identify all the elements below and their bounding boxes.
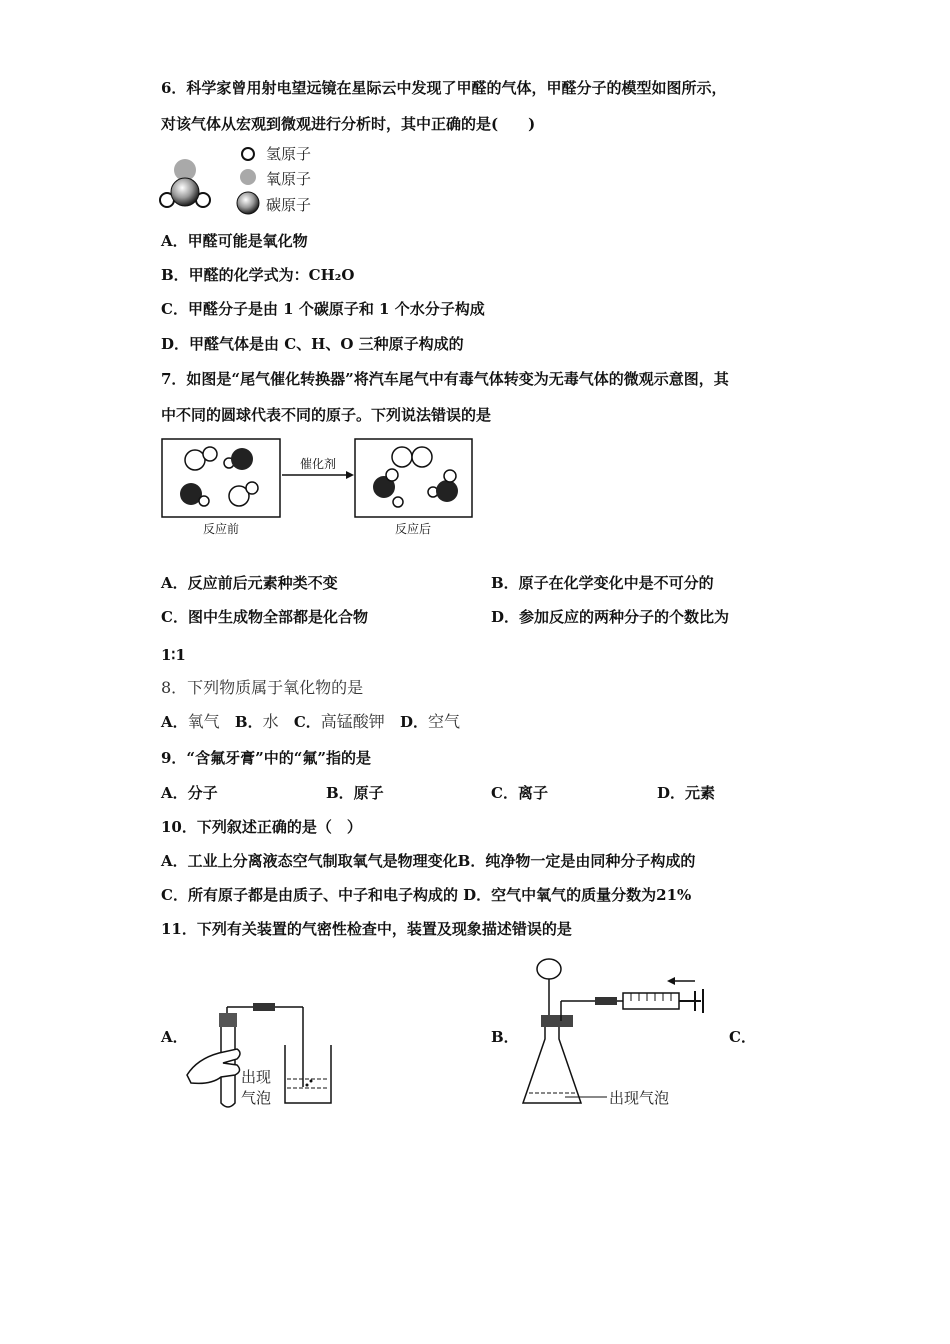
white-atom-icon [203,447,217,461]
q7-option-c: C．图中生成物全部都是化合物 [161,608,368,626]
q11-option-a: A． [161,1028,188,1046]
legend-oxygen-icon [240,169,256,185]
q8-option-c: 高锰酸钾 [320,712,385,731]
q7-option-d-continued: 1∶1 [161,646,186,664]
test-tube-airtightness-diagram [185,993,335,1113]
legend-carbon-icon [237,192,259,214]
catalytic-converter-figure [158,435,478,541]
carbon-atom-icon [171,178,199,206]
q8-option-c-key: C． [293,713,321,731]
white-atom-icon [412,447,432,467]
q11-option-b: B． [491,1028,519,1046]
q8-stem: 8．下列物质属于氧化物的是 [161,678,364,697]
white-atom-icon [199,496,209,506]
q8-option-d: 空气 [428,712,461,731]
q10-options-line1: A．工业上分离液态空气制取氧气是物理变化B．纯净物一定是由同种分子构成的 [161,852,696,870]
q8-option-d-key: D． [400,713,429,731]
q9-stem: 9．“含氟牙膏”中的“氟”指的是 [161,749,371,767]
rubber-tube [253,1003,275,1011]
legend-hydrogen-label: 氢原子 [266,145,312,163]
flask-stopper [541,1015,573,1027]
q11-stem: 11．下列有关装置的气密性检查中，装置及现象描述错误的是 [161,920,572,938]
stopper [219,1013,237,1027]
erlenmeyer-flask [523,1027,581,1103]
q10-stem: 10．下列叙述正确的是（ ） [161,818,362,836]
q6-option-b: B．甲醛的化学式为：CH₂O [161,266,355,284]
q11-option-c: C． [729,1028,756,1046]
catalyst-label: 催化剂 [299,457,337,471]
q6-option-c: C．甲醛分子是由 1 个碳原子和 1 个水分子构成 [161,300,485,318]
white-atom-icon [246,482,258,494]
legend-hydrogen-icon [242,148,254,160]
white-atom-icon [393,497,403,507]
q11-figure-a [185,993,335,1113]
q7-option-b: B．原子在化学变化中是不可分的 [491,574,714,592]
q8-option-a: 氧气 [187,712,220,731]
reaction-arrowhead-icon [346,471,354,479]
q7-stem-line1: 7．如图是“尾气催化转换器”将汽车尾气中有毒气体转变为无毒气体的微观示意图，其 [161,370,729,388]
q6-option-a: A．甲醛可能是氧化物 [161,232,308,250]
q7-stem-line2: 中不同的圆球代表不同的原子。下列说法错误的是 [161,406,492,424]
legend-oxygen-label: 氧原子 [266,170,312,188]
rubber-tube [595,997,617,1005]
legend-carbon-label: 碳原子 [266,196,312,214]
after-label: 反应后 [394,522,432,536]
beaker [285,1045,331,1103]
q8-options [161,712,460,732]
formaldehyde-model-figure [158,143,338,221]
black-atom-icon [231,448,253,470]
q9-option-b: B．原子 [326,784,384,802]
q9-option-a: A．分子 [161,784,218,802]
q6-stem-line1: 6．科学家曾用射电望远镜在星际云中发现了甲醛的气体，甲醛分子的模型如图所示， [161,79,727,97]
q7-option-d: D．参加反应的两种分子的个数比为 [491,608,730,626]
b-bubble-label: 出现气泡 [609,1089,670,1107]
q7-option-a: A．反应前后元素种类不变 [161,574,338,592]
oxygen-atom-icon [185,450,205,470]
q9-option-c: C．离子 [491,784,548,802]
funnel-bulb [537,959,561,979]
white-atom-icon [386,469,398,481]
a-bubble-label-1: 出现 [241,1068,272,1086]
catalytic-converter-diagram [158,435,478,541]
q9-option-d: D．元素 [657,784,716,802]
a-bubble-label-2: 气泡 [241,1089,272,1107]
white-atom-icon [444,470,456,482]
formaldehyde-molecule-diagram [158,143,338,221]
q8-option-b: 水 [262,712,279,731]
q8-option-b-key: B． [234,713,263,731]
flask-syringe-airtightness-diagram [515,955,720,1115]
black-atom-icon [436,480,458,502]
q11-figure-b [515,955,720,1115]
q6-option-d: D．甲醛气体是由 C、H、O 三种原子构成的 [161,335,464,353]
q8-option-a-key: A． [161,713,188,731]
white-atom-icon [392,447,412,467]
before-box [162,439,280,517]
q6-stem-line2: 对该气体从宏观到微观进行分析时，其中正确的是( ) [161,115,536,133]
before-label: 反应前 [202,522,240,536]
q10-options-line2: C．所有原子都是由质子、中子和电子构成的 D．空气中氧气的质量分数为21% [161,886,692,904]
